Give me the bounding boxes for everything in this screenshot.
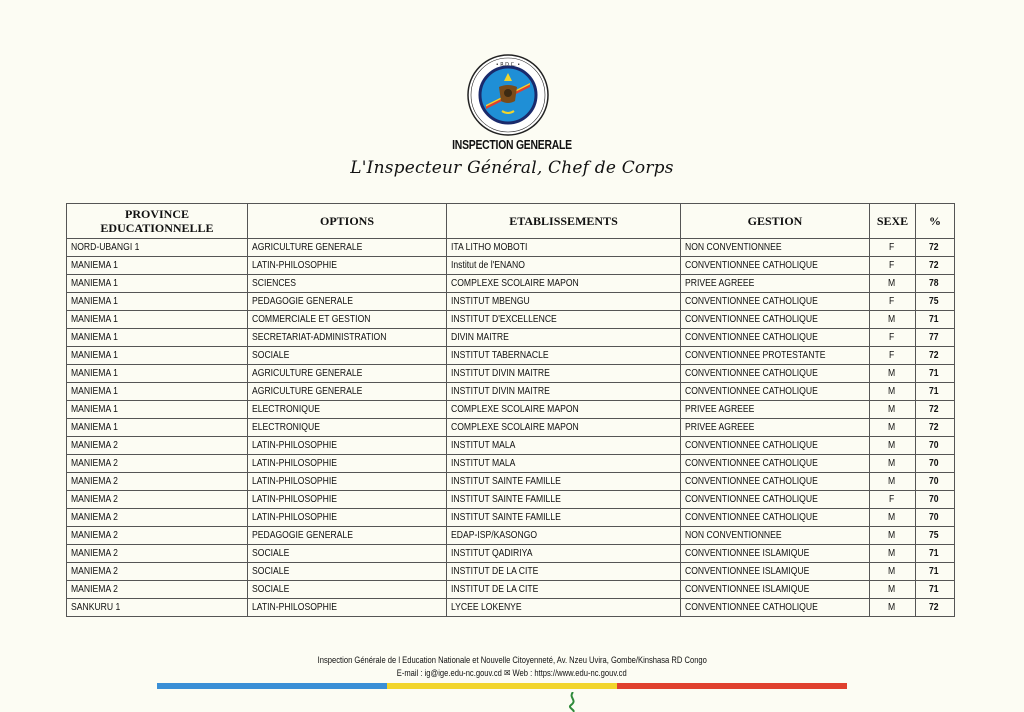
cell-text: CONVENTIONNEE CATHOLIQUE (685, 457, 818, 469)
footer-contact (0, 668, 1024, 679)
column-header-etablissements: ETABLISSEMENTS (447, 204, 681, 239)
cell-text: CONVENTIONNEE CATHOLIQUE (685, 367, 818, 379)
cell-province (67, 599, 248, 617)
cell-gestion (681, 401, 870, 419)
cell-etablissement (447, 329, 681, 347)
cell-text: M (888, 601, 896, 613)
cell-gestion (681, 365, 870, 383)
cell-text: NON CONVENTIONNEE (685, 529, 782, 541)
cell-text: MANIEMA 2 (71, 583, 118, 595)
stripe-yellow (387, 683, 617, 689)
cell-text: F (889, 241, 895, 253)
cell-percent (916, 437, 955, 455)
table-row (67, 275, 955, 293)
cell-province (67, 545, 248, 563)
cell-text: MANIEMA 1 (71, 403, 118, 415)
cell-etablissement (447, 401, 681, 419)
cell-province (67, 401, 248, 419)
cell-percent (916, 293, 955, 311)
cell-option (248, 437, 447, 455)
cell-province (67, 293, 248, 311)
cell-text: 72 (929, 259, 939, 271)
cell-gestion (681, 239, 870, 257)
cell-sexe (870, 599, 916, 617)
cell-text: INSTITUT SAINTE FAMILLE (451, 493, 561, 505)
table-row (67, 365, 955, 383)
cell-province (67, 419, 248, 437)
cell-text: 72 (929, 601, 939, 613)
cell-option (248, 455, 447, 473)
cell-text: PRIVEE AGREEE (685, 277, 755, 289)
cell-sexe (870, 545, 916, 563)
table-row (67, 455, 955, 473)
cell-text: 71 (929, 313, 939, 325)
cell-text: MANIEMA 1 (71, 367, 118, 379)
cell-text: INSTITUT D'EXCELLENCE (451, 313, 557, 325)
cell-etablissement (447, 455, 681, 473)
cell-text: 70 (929, 493, 939, 505)
column-header-percent: % (916, 204, 955, 239)
cell-text: MANIEMA 1 (71, 295, 118, 307)
cell-gestion (681, 491, 870, 509)
cell-province (67, 239, 248, 257)
cell-text: CONVENTIONNEE ISLAMIQUE (685, 565, 810, 577)
cell-etablissement (447, 545, 681, 563)
cell-text: LATIN-PHILOSOPHIE (252, 439, 338, 451)
table-row (67, 293, 955, 311)
cell-option (248, 509, 447, 527)
cell-percent (916, 509, 955, 527)
cell-text: LATIN-PHILOSOPHIE (252, 601, 338, 613)
cell-text: INSTITUT QADIRIYA (451, 547, 533, 559)
table-row (67, 545, 955, 563)
cell-sexe (870, 401, 916, 419)
cell-sexe (870, 473, 916, 491)
cell-option (248, 581, 447, 599)
cell-text: AGRICULTURE GENERALE (252, 385, 363, 397)
column-header-options: OPTIONS (248, 204, 447, 239)
table-row (67, 311, 955, 329)
table-row (67, 329, 955, 347)
cell-text: CONVENTIONNEE CATHOLIQUE (685, 295, 818, 307)
table-row (67, 383, 955, 401)
cell-province (67, 437, 248, 455)
table-row (67, 491, 955, 509)
cell-gestion (681, 545, 870, 563)
cell-text: LATIN-PHILOSOPHIE (252, 511, 338, 523)
cell-text: F (889, 331, 895, 343)
cell-text: INSTITUT DE LA CITE (451, 583, 539, 595)
cell-text: 72 (929, 421, 939, 433)
cell-text: 71 (929, 583, 939, 595)
cell-option (248, 545, 447, 563)
decorative-flourish-icon (562, 692, 584, 712)
cell-sexe (870, 383, 916, 401)
cell-percent (916, 347, 955, 365)
cell-gestion (681, 563, 870, 581)
cell-text: MANIEMA 1 (71, 313, 118, 325)
cell-sexe (870, 581, 916, 599)
cell-etablissement (447, 365, 681, 383)
cell-sexe (870, 329, 916, 347)
cell-province (67, 383, 248, 401)
cell-gestion (681, 293, 870, 311)
cell-percent (916, 491, 955, 509)
cell-percent (916, 419, 955, 437)
cell-option (248, 311, 447, 329)
cell-gestion (681, 599, 870, 617)
cell-text: INSTITUT MBENGU (451, 295, 530, 307)
cell-option (248, 599, 447, 617)
cell-option (248, 347, 447, 365)
cell-text: M (888, 529, 896, 541)
cell-text: LYCEE LOKENYE (451, 601, 522, 613)
cell-percent (916, 311, 955, 329)
cell-gestion (681, 311, 870, 329)
cell-text: LATIN-PHILOSOPHIE (252, 259, 338, 271)
document-title: INSPECTION GENERALE (452, 137, 572, 152)
cell-text: 71 (929, 547, 939, 559)
cell-text: F (889, 295, 895, 307)
cell-option (248, 563, 447, 581)
cell-percent (916, 599, 955, 617)
cell-text: M (888, 277, 896, 289)
cell-percent (916, 581, 955, 599)
cell-sexe (870, 311, 916, 329)
cell-text: SOCIALE (252, 547, 290, 559)
cell-percent (916, 365, 955, 383)
cell-text: CONVENTIONNEE CATHOLIQUE (685, 259, 818, 271)
cell-text: 70 (929, 511, 939, 523)
cell-option (248, 329, 447, 347)
cell-text: PEDAGOGIE GENERALE (252, 529, 353, 541)
cell-text: CONVENTIONNEE ISLAMIQUE (685, 547, 810, 559)
cell-gestion (681, 347, 870, 365)
cell-etablissement (447, 437, 681, 455)
cell-text: MANIEMA 2 (71, 565, 118, 577)
ministry-seal-logo (466, 53, 550, 137)
cell-gestion (681, 437, 870, 455)
cell-gestion (681, 257, 870, 275)
cell-text: CONVENTIONNEE CATHOLIQUE (685, 331, 818, 343)
cell-sexe (870, 437, 916, 455)
cell-etablissement (447, 491, 681, 509)
cell-text: NORD-UBANGI 1 (71, 241, 140, 253)
cell-text: MANIEMA 1 (71, 421, 118, 433)
cell-text: 70 (929, 457, 939, 469)
cell-text: INSTITUT DIVIN MAITRE (451, 367, 550, 379)
cell-province (67, 473, 248, 491)
cell-gestion (681, 275, 870, 293)
cell-gestion (681, 527, 870, 545)
cell-percent (916, 401, 955, 419)
cell-etablissement (447, 383, 681, 401)
cell-text: CONVENTIONNEE CATHOLIQUE (685, 511, 818, 523)
cell-province (67, 527, 248, 545)
cell-text: M (888, 511, 896, 523)
document-subtitle: L'Inspecteur Général, Chef de Corps (350, 158, 674, 178)
cell-sexe (870, 509, 916, 527)
cell-text: INSTITUT TABERNACLE (451, 349, 549, 361)
cell-text: NON CONVENTIONNEE (685, 241, 782, 253)
results-table (66, 203, 955, 617)
cell-province (67, 257, 248, 275)
cell-text: MANIEMA 2 (71, 493, 118, 505)
cell-text: INSTITUT MALA (451, 457, 516, 469)
cell-text: SCIENCES (252, 277, 297, 289)
cell-gestion (681, 455, 870, 473)
cell-option (248, 473, 447, 491)
cell-text: 75 (929, 295, 939, 307)
cell-text: F (889, 259, 895, 271)
cell-province (67, 581, 248, 599)
cell-percent (916, 527, 955, 545)
cell-option (248, 293, 447, 311)
table-row (67, 401, 955, 419)
cell-text: CONVENTIONNEE CATHOLIQUE (685, 385, 818, 397)
cell-text: COMMERCIALE ET GESTION (252, 313, 371, 325)
column-header-sexe: SEXE (870, 204, 916, 239)
cell-text: ELECTRONIQUE (252, 421, 320, 433)
cell-text: AGRICULTURE GENERALE (252, 367, 363, 379)
cell-text: SOCIALE (252, 565, 290, 577)
cell-text: M (888, 313, 896, 325)
cell-option (248, 419, 447, 437)
cell-text: MANIEMA 2 (71, 475, 118, 487)
cell-text: MANIEMA 2 (71, 547, 118, 559)
cell-option (248, 275, 447, 293)
cell-text: M (888, 565, 896, 577)
cell-text: M (888, 457, 896, 469)
cell-percent (916, 563, 955, 581)
stripe-blue (157, 683, 387, 689)
cell-text: MANIEMA 2 (71, 511, 118, 523)
table-row (67, 347, 955, 365)
cell-text: CONVENTIONNEE CATHOLIQUE (685, 475, 818, 487)
cell-province (67, 509, 248, 527)
table-row (67, 563, 955, 581)
table-row (67, 599, 955, 617)
cell-option (248, 383, 447, 401)
cell-option (248, 239, 447, 257)
cell-text: M (888, 439, 896, 451)
cell-text: SOCIALE (252, 583, 290, 595)
cell-etablissement (447, 599, 681, 617)
cell-province (67, 563, 248, 581)
cell-text: MANIEMA 1 (71, 277, 118, 289)
cell-text: INSTITUT MALA (451, 439, 516, 451)
cell-text: M (888, 475, 896, 487)
cell-option (248, 527, 447, 545)
cell-percent (916, 383, 955, 401)
cell-etablissement (447, 419, 681, 437)
cell-text: MANIEMA 1 (71, 349, 118, 361)
cell-sexe (870, 365, 916, 383)
cell-text: SANKURU 1 (71, 601, 121, 613)
cell-text: M (888, 547, 896, 559)
cell-text: 71 (929, 565, 939, 577)
cell-etablissement (447, 257, 681, 275)
cell-text: MANIEMA 1 (71, 259, 118, 271)
cell-option (248, 365, 447, 383)
cell-sexe (870, 275, 916, 293)
footer-address (0, 655, 1024, 666)
cell-text: MANIEMA 2 (71, 457, 118, 469)
cell-text: CONVENTIONNEE PROTESTANTE (685, 349, 826, 361)
cell-text: MANIEMA 1 (71, 331, 118, 343)
cell-gestion (681, 473, 870, 491)
cell-text: 70 (929, 439, 939, 451)
cell-text: M (888, 583, 896, 595)
cell-text: DIVIN MAITRE (451, 331, 509, 343)
cell-text: 72 (929, 241, 939, 253)
cell-sexe (870, 563, 916, 581)
cell-text: SECRETARIAT-ADMINISTRATION (252, 331, 387, 343)
cell-text: INSTITUT DIVIN MAITRE (451, 385, 550, 397)
cell-etablissement (447, 563, 681, 581)
cell-text: F (889, 349, 895, 361)
cell-text: M (888, 421, 896, 433)
cell-text: SOCIALE (252, 349, 290, 361)
table-row (67, 257, 955, 275)
cell-text: 71 (929, 367, 939, 379)
cell-sexe (870, 257, 916, 275)
cell-etablissement (447, 509, 681, 527)
cell-province (67, 347, 248, 365)
cell-text: CONVENTIONNEE ISLAMIQUE (685, 583, 810, 595)
table-row (67, 419, 955, 437)
cell-text: CONVENTIONNEE CATHOLIQUE (685, 439, 818, 451)
cell-text: EDAP-ISP/KASONGO (451, 529, 538, 541)
cell-text: 77 (929, 331, 939, 343)
cell-text: M (888, 367, 896, 379)
cell-text: MANIEMA 1 (71, 385, 118, 397)
cell-etablissement (447, 293, 681, 311)
cell-province (67, 491, 248, 509)
table-row (67, 239, 955, 257)
cell-sexe (870, 491, 916, 509)
cell-text: LATIN-PHILOSOPHIE (252, 457, 338, 469)
cell-option (248, 257, 447, 275)
cell-gestion (681, 329, 870, 347)
cell-percent (916, 473, 955, 491)
svg-text:• R.D.C. •: • R.D.C. • (495, 62, 521, 68)
cell-text: Institut de l'ENANO (451, 259, 525, 271)
cell-option (248, 401, 447, 419)
column-header-province: PROVINCE EDUCATIONNELLE (67, 204, 248, 239)
table-row (67, 527, 955, 545)
cell-etablissement (447, 275, 681, 293)
cell-text: COMPLEXE SCOLAIRE MAPON (451, 403, 579, 415)
cell-text: CONVENTIONNEE CATHOLIQUE (685, 313, 818, 325)
cell-text: M (888, 385, 896, 397)
cell-text: COMPLEXE SCOLAIRE MAPON (451, 421, 579, 433)
cell-etablissement (447, 473, 681, 491)
cell-percent (916, 545, 955, 563)
cell-province (67, 455, 248, 473)
table-header-row (67, 204, 955, 239)
cell-text: MANIEMA 2 (71, 529, 118, 541)
column-header-gestion: GESTION (681, 204, 870, 239)
flag-color-stripe (157, 683, 847, 689)
table-row (67, 581, 955, 599)
cell-percent (916, 329, 955, 347)
cell-province (67, 365, 248, 383)
cell-sexe (870, 347, 916, 365)
cell-text: INSTITUT DE LA CITE (451, 565, 539, 577)
cell-text: 75 (929, 529, 939, 541)
table-row (67, 509, 955, 527)
cell-text: 71 (929, 385, 939, 397)
cell-text: F (889, 493, 895, 505)
cell-percent (916, 239, 955, 257)
cell-percent (916, 257, 955, 275)
cell-text: INSTITUT SAINTE FAMILLE (451, 511, 561, 523)
cell-percent (916, 275, 955, 293)
cell-text: INSTITUT SAINTE FAMILLE (451, 475, 561, 487)
cell-sexe (870, 419, 916, 437)
cell-text: COMPLEXE SCOLAIRE MAPON (451, 277, 579, 289)
cell-text: 78 (929, 277, 939, 289)
footer-address-text: Inspection Générale de l Education Nationale et Nouvelle Citoyenneté, Av. Nzeu Uvira, Gombe/Kinshasa RD Congo (317, 655, 707, 666)
table-row (67, 437, 955, 455)
cell-option (248, 491, 447, 509)
cell-sexe (870, 527, 916, 545)
cell-percent (916, 455, 955, 473)
cell-text: M (888, 403, 896, 415)
cell-etablissement (447, 527, 681, 545)
cell-gestion (681, 383, 870, 401)
cell-text: CONVENTIONNEE CATHOLIQUE (685, 601, 818, 613)
cell-sexe (870, 293, 916, 311)
cell-text: ITA LITHO MOBOTI (451, 241, 528, 253)
cell-etablissement (447, 347, 681, 365)
cell-text: MANIEMA 2 (71, 439, 118, 451)
cell-text: LATIN-PHILOSOPHIE (252, 493, 338, 505)
table-row (67, 473, 955, 491)
cell-text: CONVENTIONNEE CATHOLIQUE (685, 493, 818, 505)
cell-etablissement (447, 311, 681, 329)
cell-text: PRIVEE AGREEE (685, 403, 755, 415)
cell-text: PEDAGOGIE GENERALE (252, 295, 353, 307)
cell-gestion (681, 581, 870, 599)
cell-text: LATIN-PHILOSOPHIE (252, 475, 338, 487)
cell-text: 72 (929, 349, 939, 361)
cell-gestion (681, 509, 870, 527)
cell-province (67, 275, 248, 293)
cell-text: ELECTRONIQUE (252, 403, 320, 415)
cell-text: PRIVEE AGREEE (685, 421, 755, 433)
cell-text: 72 (929, 403, 939, 415)
cell-text: AGRICULTURE GENERALE (252, 241, 363, 253)
stripe-red (617, 683, 847, 689)
cell-text: 70 (929, 475, 939, 487)
footer-contact-text: E-mail : ig@ige.edu-nc.gouv.cd ✉ Web : https://www.edu-nc.gouv.cd (397, 668, 627, 679)
cell-gestion (681, 419, 870, 437)
cell-sexe (870, 239, 916, 257)
cell-province (67, 329, 248, 347)
cell-etablissement (447, 239, 681, 257)
cell-sexe (870, 455, 916, 473)
cell-province (67, 311, 248, 329)
cell-etablissement (447, 581, 681, 599)
